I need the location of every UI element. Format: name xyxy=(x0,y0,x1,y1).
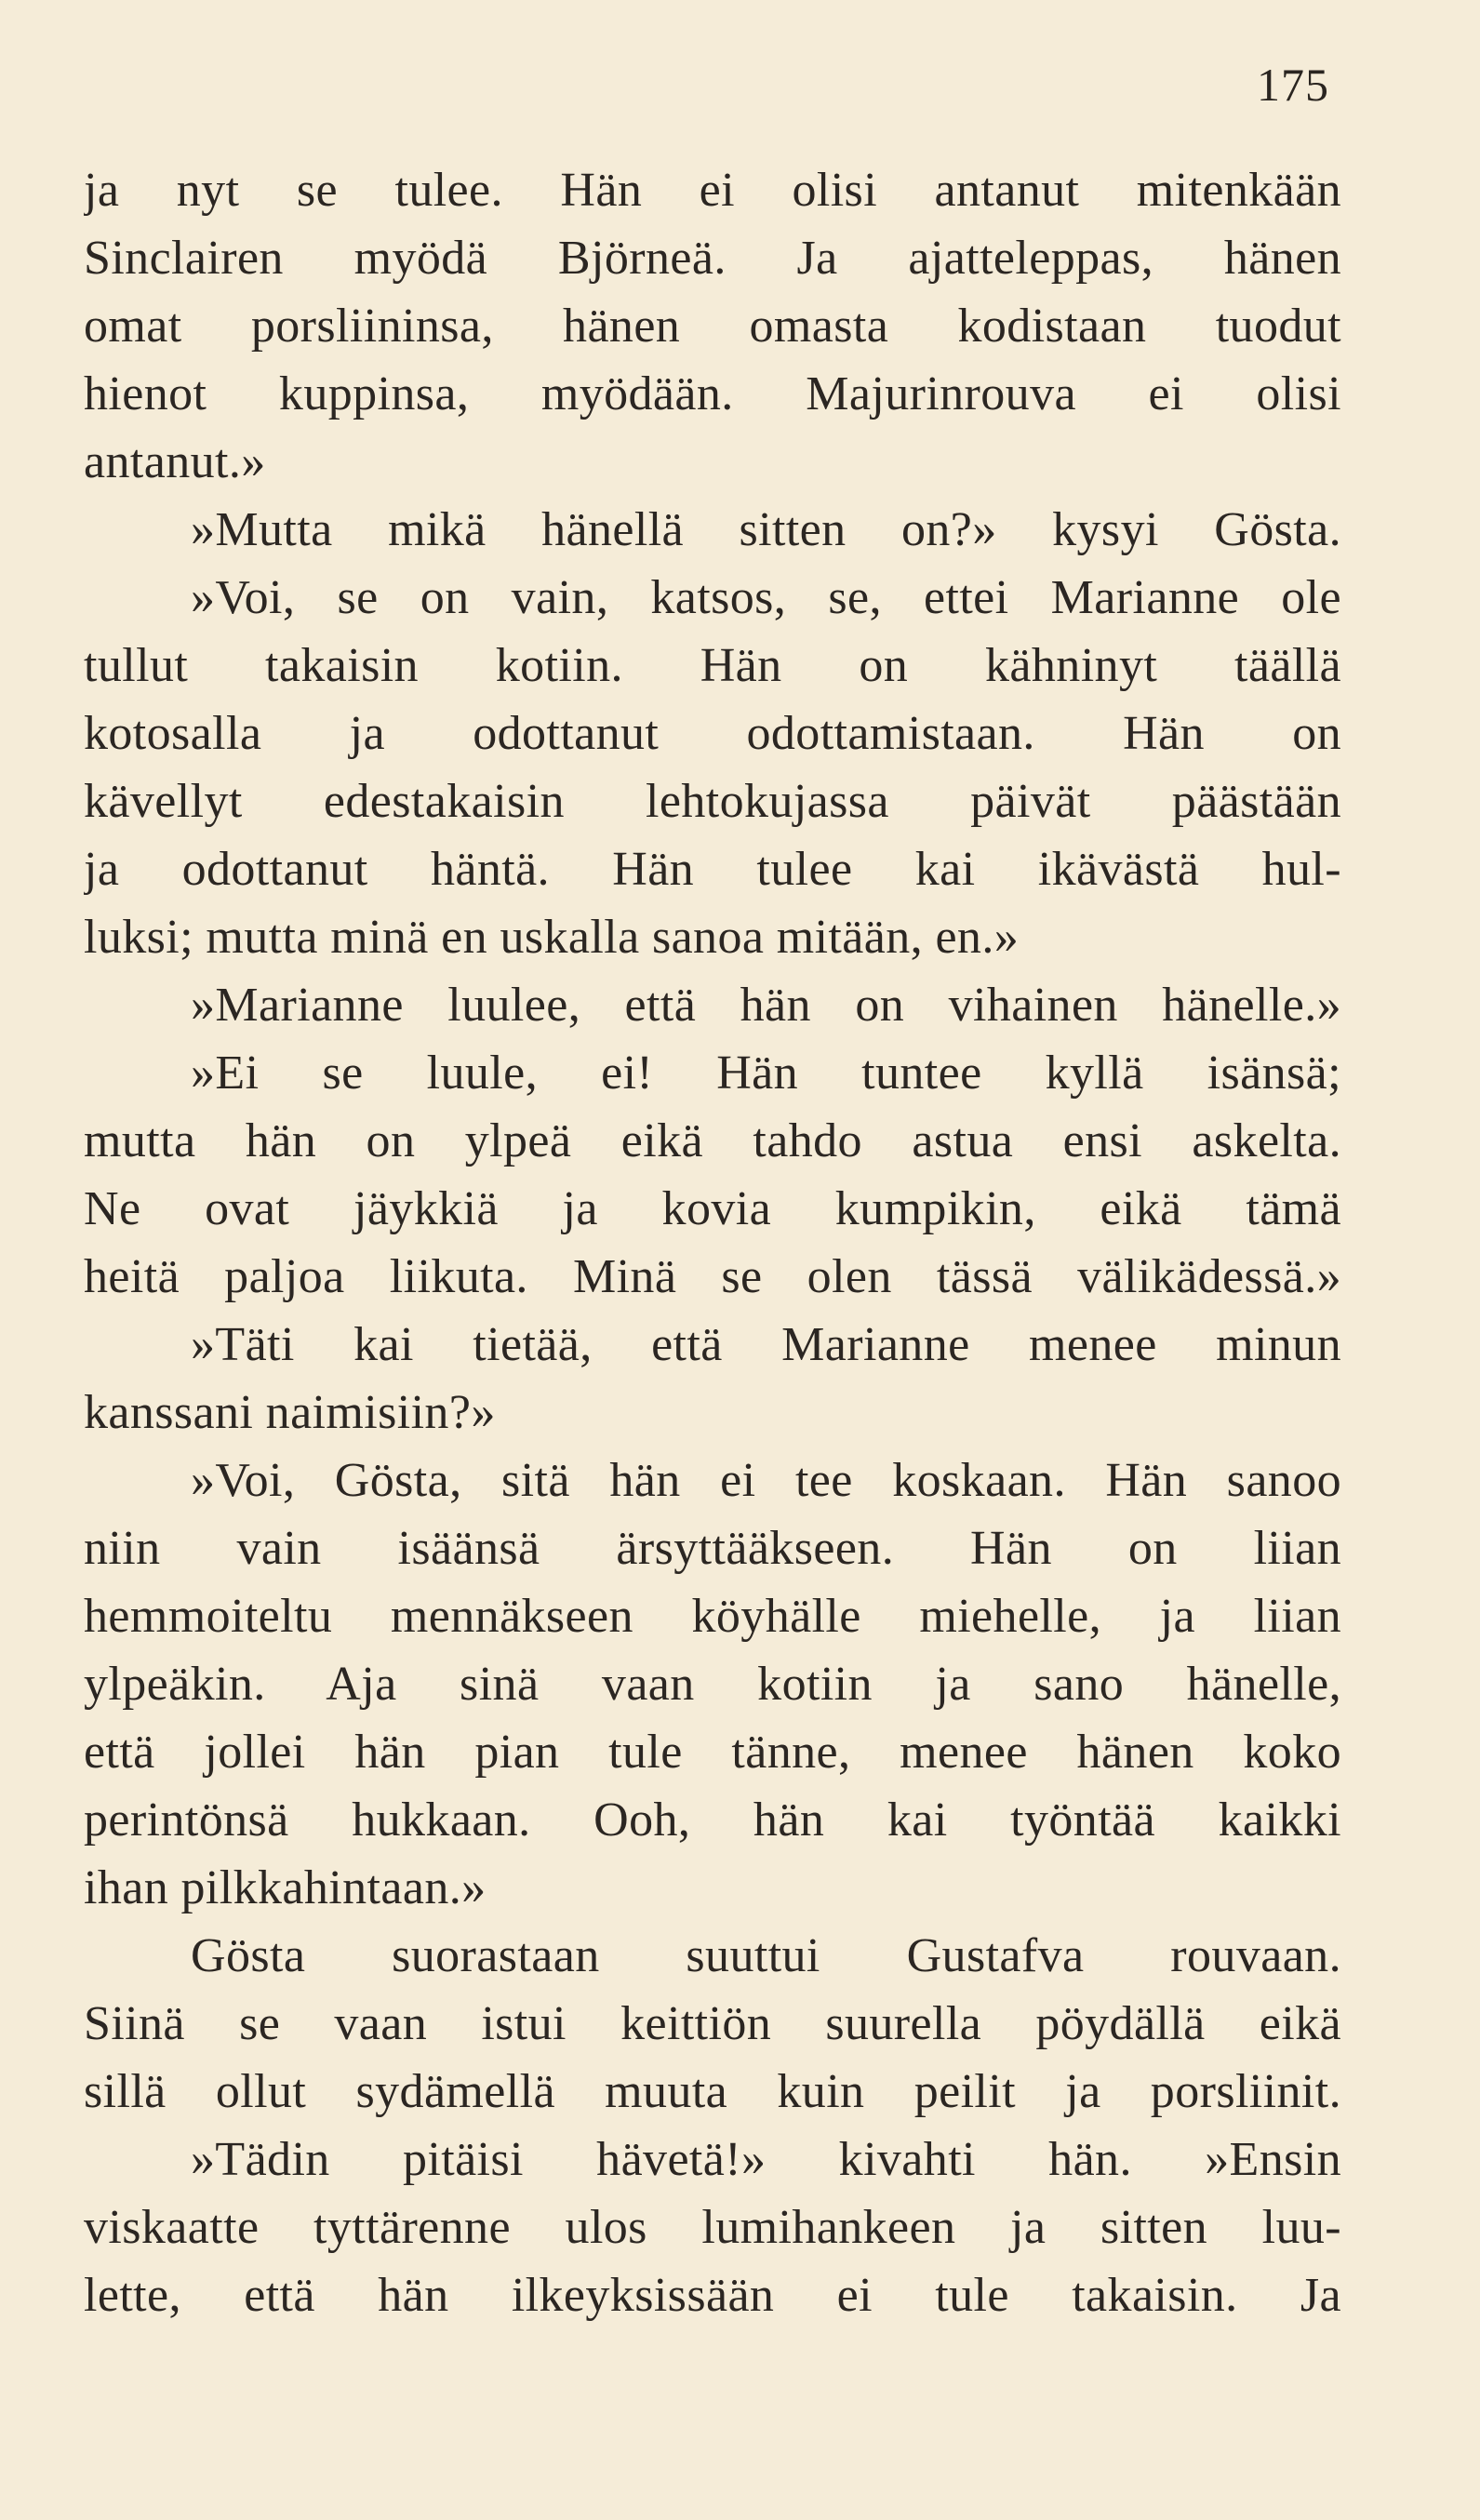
text-line: mutta hän on ylpeä eikä tahdo astua ensi askelta. xyxy=(84,1114,1341,1167)
text-line: »Tädin pitäisi hävetä!» kivahti hän. »Ensin xyxy=(191,2133,1341,2186)
text-line: ja nyt se tulee. Hän ei olisi antanut mitenkään xyxy=(84,164,1341,217)
text-line: lette, että hän ilkeyksissään ei tule takaisin. Ja xyxy=(84,2269,1341,2322)
text-line: »Täti kai tietää, että Marianne menee minun xyxy=(191,1318,1341,1371)
text-line: ihan pilkkahintaan.» xyxy=(84,1861,487,1914)
text-line: Ne ovat jäykkiä ja kovia kumpikin, eikä tämä xyxy=(84,1182,1341,1235)
body-text xyxy=(84,156,1341,2329)
text-line: »Ei se luule, ei! Hän tuntee kyllä isänsä; xyxy=(191,1047,1341,1100)
text-line: »Mutta mikä hänellä sitten on?» kysyi Gösta. xyxy=(191,503,1341,556)
text-line: kävellyt edestakaisin lehtokujassa päivät päästään xyxy=(84,775,1341,828)
text-line: että jollei hän pian tule tänne, menee hänen koko xyxy=(84,1726,1341,1779)
text-line: kotosalla ja odottanut odottamistaan. Hän on xyxy=(84,707,1341,760)
text-line: viskaatte tyttärenne ulos lumihankeen ja sitten luu- xyxy=(84,2201,1341,2254)
text-line: Gösta suorastaan suuttui Gustafva rouvaan. xyxy=(191,1929,1341,1982)
text-line: luksi; mutta minä en uskalla sanoa mitään, en.» xyxy=(84,911,1020,964)
text-line: Siinä se vaan istui keittiön suurella pöydällä eikä xyxy=(84,1997,1341,2050)
text-line: niin vain isäänsä ärsyttääkseen. Hän on liian xyxy=(84,1522,1341,1575)
text-line: omat porsliininsa, hänen omasta kodistaan tuodut xyxy=(84,300,1341,353)
text-line: heitä paljoa liikuta. Minä se olen tässä välikädessä.» xyxy=(84,1250,1341,1303)
text-line: Sinclairen myödä Björneä. Ja ajatteleppas, hänen xyxy=(84,232,1341,285)
text-line: antanut.» xyxy=(84,435,266,488)
text-line: perintönsä hukkaan. Ooh, hän kai työntää kaikki xyxy=(84,1793,1341,1847)
text-line: ylpeäkin. Aja sinä vaan kotiin ja sano hänelle, xyxy=(84,1658,1341,1711)
text-line: hemmoiteltu mennäkseen köyhälle miehelle, ja liian xyxy=(84,1590,1341,1643)
text-line: ja odottanut häntä. Hän tulee kai ikävästä hul- xyxy=(84,843,1341,896)
text-line: tullut takaisin kotiin. Hän on kähninyt täällä xyxy=(84,639,1341,692)
text-line: hienot kuppinsa, myödään. Majurinrouva ei olisi xyxy=(84,367,1341,420)
text-line: »Marianne luulee, että hän on vihainen hänelle.» xyxy=(191,979,1341,1032)
page-number: 175 xyxy=(1257,59,1329,111)
text-line: »Voi, Gösta, sitä hän ei tee koskaan. Hän sanoo xyxy=(191,1454,1341,1507)
text-line: sillä ollut sydämellä muuta kuin peilit ja porsliinit. xyxy=(84,2065,1341,2118)
text-line: kanssani naimisiin?» xyxy=(84,1386,496,1439)
text-line: »Voi, se on vain, katsos, se, ettei Marianne ole xyxy=(191,571,1341,624)
